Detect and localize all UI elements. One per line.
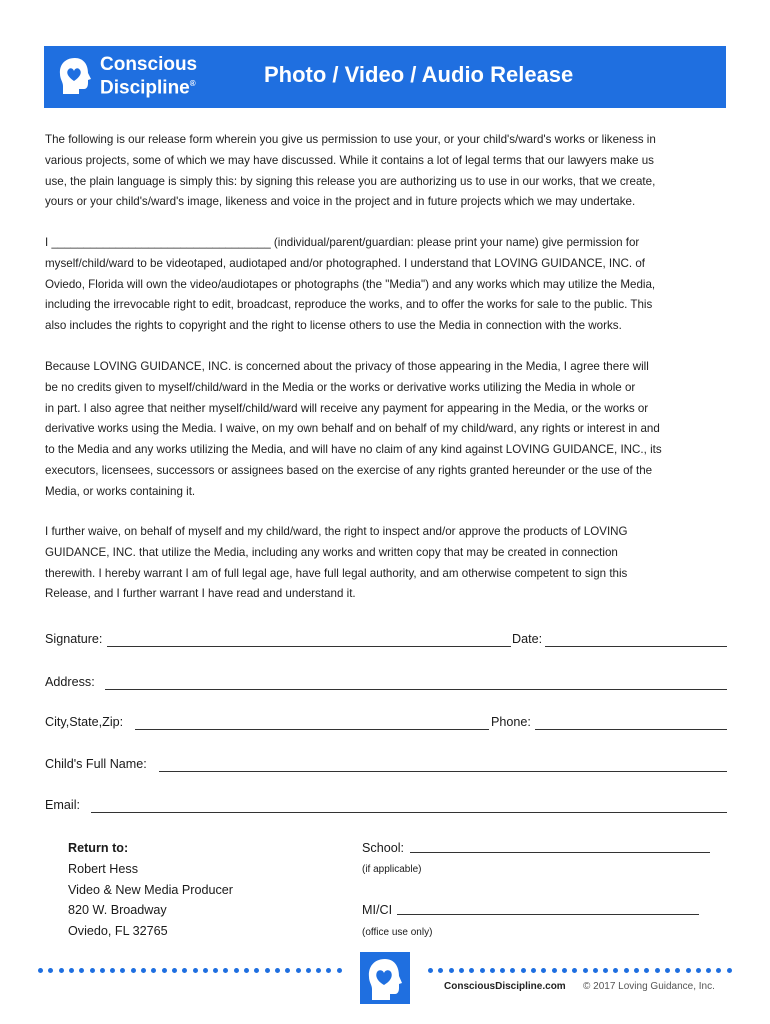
dot xyxy=(510,968,515,973)
dot xyxy=(151,968,156,973)
dot xyxy=(141,968,146,973)
waiver-paragraph: I further waive, on behalf of myself and my child/ward, the right to inspect and/or approve the products of LOVING GUIDANCE, INC. that utilize the Media, including any works and written copy that may be created in connection therewith. I hereby warrant I am of full legal age, have full legal authority, and am otherwise competent to sign this Release, and I further warrant I have read and understand it. xyxy=(45,525,628,601)
dot xyxy=(675,968,680,973)
footer-website[interactable]: ConsciousDiscipline.com xyxy=(444,981,566,992)
dot xyxy=(449,968,454,973)
city-row xyxy=(45,715,727,735)
dot xyxy=(665,968,670,973)
dot xyxy=(69,968,74,973)
footer-head-heart-icon xyxy=(360,952,410,1004)
child-row xyxy=(45,757,727,777)
dot xyxy=(254,968,259,973)
school-line[interactable] xyxy=(410,852,710,853)
city-line[interactable] xyxy=(135,729,489,730)
dot xyxy=(172,968,177,973)
left-dot-rule xyxy=(38,968,343,974)
signature-row xyxy=(45,632,727,652)
signature-label: Signature: xyxy=(45,632,103,646)
email-label: Email: xyxy=(45,798,80,812)
dot xyxy=(624,968,629,973)
dot xyxy=(500,968,505,973)
email-row xyxy=(45,798,727,818)
permission-paragraph: I __________________________________ (individual/parent/guardian: please print your name) give permission for myself/child/ward to be videotaped, audiotaped and/or photographed. I understand that LOVING GUIDANCE, INC. of Oviedo, Florida will own the video/audiotapes or photographs (the "Media") and any works which may utilize the Media, including the irrevocable right to edit, broadcast, reproduce the works, and to offer the works for sale to the public. This also includes the rights to copyright and the right to license others to use the Media in connection with the works. xyxy=(45,236,656,333)
brand-line2-text: Discipline xyxy=(100,77,190,99)
dot xyxy=(234,968,239,973)
dot xyxy=(275,968,280,973)
dot xyxy=(285,968,290,973)
dot xyxy=(244,968,249,973)
dot xyxy=(469,968,474,973)
footer-copyright: © 2017 Loving Guidance, Inc. xyxy=(583,981,715,992)
dot xyxy=(603,968,608,973)
dot xyxy=(326,968,331,973)
dot xyxy=(162,968,167,973)
dot xyxy=(490,968,495,973)
address-label: Address: xyxy=(45,675,95,689)
dot xyxy=(727,968,732,973)
dot xyxy=(686,968,691,973)
dot xyxy=(90,968,95,973)
dot xyxy=(531,968,536,973)
dot xyxy=(203,968,208,973)
dot xyxy=(459,968,464,973)
brand-line1: Conscious xyxy=(100,53,198,75)
dot xyxy=(552,968,557,973)
dot xyxy=(131,968,136,973)
brand-line2 xyxy=(100,74,197,97)
address-line[interactable] xyxy=(105,689,727,690)
return-line-4: Oviedo, FL 32765 xyxy=(68,924,168,938)
page-title: Photo / Video / Audio Release xyxy=(264,62,574,87)
child-name-label: Child's Full Name: xyxy=(45,757,147,771)
head-heart-logo-icon xyxy=(54,53,96,99)
dot xyxy=(706,968,711,973)
brand-wordmark xyxy=(100,55,197,97)
dot xyxy=(296,968,301,973)
dot xyxy=(223,968,228,973)
school-label: School: xyxy=(362,841,405,855)
email-line[interactable] xyxy=(91,812,727,813)
dot xyxy=(480,968,485,973)
dot xyxy=(306,968,311,973)
dot xyxy=(438,968,443,973)
dot xyxy=(38,968,43,973)
dot xyxy=(337,968,342,973)
address-row xyxy=(45,675,727,695)
office-use-note: (office use only) xyxy=(362,927,433,938)
child-name-line[interactable] xyxy=(159,771,727,772)
city-label: City,State,Zip: xyxy=(45,715,124,729)
dot xyxy=(182,968,187,973)
dot xyxy=(655,968,660,973)
dot xyxy=(48,968,53,973)
privacy-paragraph: Because LOVING GUIDANCE, INC. is concerned about the privacy of those appearing in the Media, I agree there will be no credits given to myself/child/ward in the Media or the works or derivative works utilizing the Media in whole or in part. I also agree that neither myself/child/ward will receive any payment for appearing in the Media, or the works or derivative works using the Media. I waive, on my own behalf and on behalf of my child/ward, any rights or interest in and to the Media and any works utilizing the Media, and will have no claim of any kind against LOVING GUIDANCE, INC., its executors, licensees, successors or assignees based on the exercise of any rights granted hereunder or the use of the Media, or works containing it. xyxy=(45,360,662,498)
date-label: Date: xyxy=(512,632,543,646)
header-banner xyxy=(44,46,726,108)
dot xyxy=(613,968,618,973)
right-dot-rule xyxy=(428,968,733,974)
date-line[interactable] xyxy=(545,646,727,647)
dot xyxy=(562,968,567,973)
dot xyxy=(100,968,105,973)
dot xyxy=(696,968,701,973)
school-note: (if applicable) xyxy=(362,864,422,875)
brand-logo xyxy=(54,53,197,99)
dot xyxy=(213,968,218,973)
return-line-2: Video & New Media Producer xyxy=(68,883,233,897)
registered-mark: ® xyxy=(189,78,196,88)
return-line-3: 820 W. Broadway xyxy=(68,903,167,917)
dot xyxy=(644,968,649,973)
dot xyxy=(59,968,64,973)
return-line-1: Robert Hess xyxy=(68,862,138,876)
return-to-heading: Return to: xyxy=(68,841,129,855)
dot xyxy=(541,968,546,973)
dot xyxy=(120,968,125,973)
dot xyxy=(521,968,526,973)
dot xyxy=(634,968,639,973)
dot xyxy=(716,968,721,973)
dot xyxy=(79,968,84,973)
dot xyxy=(316,968,321,973)
dot xyxy=(193,968,198,973)
mici-line[interactable] xyxy=(397,914,699,915)
dot xyxy=(572,968,577,973)
dot xyxy=(593,968,598,973)
mici-label: MI/CI xyxy=(362,903,393,917)
signature-line[interactable] xyxy=(107,646,511,647)
intro-paragraph: The following is our release form wherein you give us permission to use your, or your child's/ward's works or likeness in various projects, some of which we may have discussed. While it contains a lot of legal terms that our lawyers make us use, the plain language is simply this: by signing this release you are authorizing us to use in our works, that we create, yours or your child's/ward's image, likeness and voice in the project and in future projects which we may undertake. xyxy=(45,133,656,209)
dot xyxy=(583,968,588,973)
phone-label: Phone: xyxy=(491,715,531,729)
dot xyxy=(428,968,433,973)
phone-line[interactable] xyxy=(535,729,727,730)
dot xyxy=(265,968,270,973)
dot xyxy=(110,968,115,973)
